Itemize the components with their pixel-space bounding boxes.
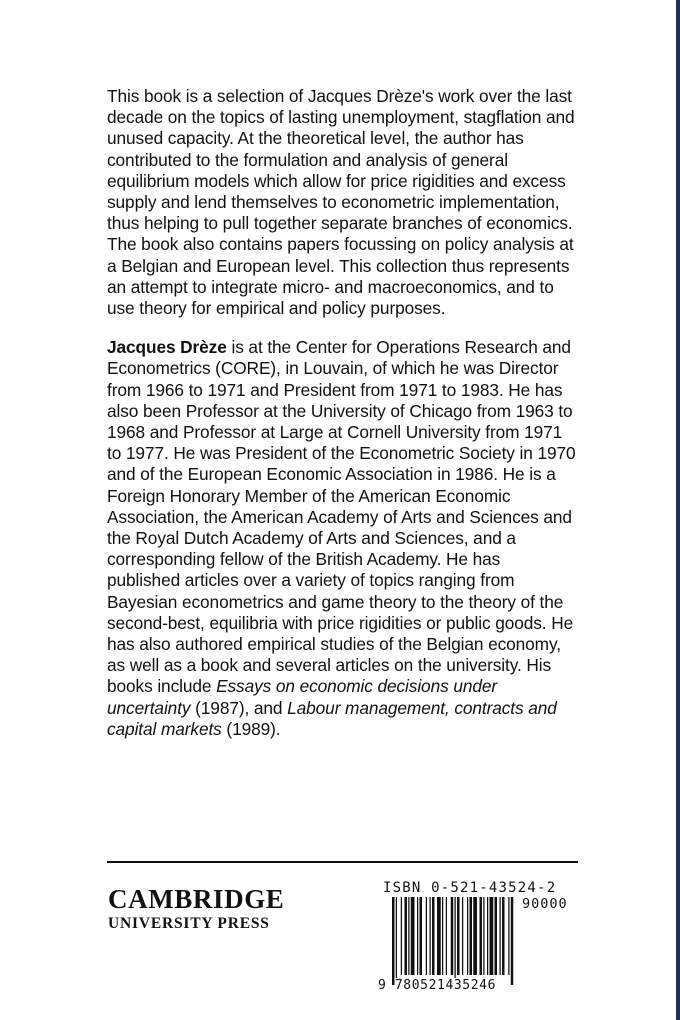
- barcode-bar: [437, 897, 441, 975]
- author-bio-ending: (1989).: [221, 718, 281, 739]
- barcode-bar: [426, 897, 427, 975]
- ean-right: 435246: [445, 978, 496, 993]
- barcode-bar: [470, 897, 473, 975]
- barcode-bar: [467, 897, 468, 975]
- publisher-subtitle: UNIVERSITY PRESS: [108, 915, 270, 932]
- barcode-bar: [511, 897, 514, 985]
- barcode-addon: 90000: [522, 896, 568, 912]
- publisher-name: CAMBRIDGE: [108, 884, 285, 914]
- barcode-bar: [411, 897, 415, 975]
- barcode-bar: [495, 897, 498, 975]
- spine-edge: [676, 0, 680, 1020]
- ean-prefix: 9: [378, 978, 387, 993]
- barcode-bar: [396, 897, 397, 985]
- barcode-bar: [392, 897, 395, 985]
- barcode-bar: [420, 897, 423, 975]
- publisher-logo: [108, 885, 284, 933]
- barcode-bar: [446, 897, 447, 975]
- barcode-bar: [508, 897, 509, 975]
- barcode-bar: [417, 897, 418, 975]
- author-bio-paragraph: [107, 337, 577, 740]
- author-name: Jacques Drèze: [107, 337, 227, 358]
- ean-left: 780521: [394, 978, 446, 993]
- barcode-bar: [500, 897, 501, 975]
- author-bio-between: (1987), and: [190, 697, 288, 718]
- barcode-bar: [502, 897, 505, 975]
- barcode-bar: [401, 897, 402, 975]
- barcode-bar: [408, 897, 409, 975]
- ean-digits: [378, 978, 496, 993]
- barcode-bar: [432, 897, 435, 975]
- barcode-bar: [442, 897, 443, 975]
- divider-rule: [107, 861, 578, 863]
- book-title-1: Essays on economic decisions under uncertainty: [107, 676, 498, 718]
- barcode-bar: [405, 897, 408, 975]
- barcode-bar: [487, 897, 488, 975]
- back-cover-text: [107, 86, 577, 740]
- barcode-bar: [483, 897, 484, 975]
- author-bio-text: is at the Center for Operations Research and Econometrics (CORE), in Louvain, of which he was Director from 1966 to 1971 and President from 1971 to 1983. He has also been Professor at the University of Chicago from 1963 to 1968 and Professor at Large at Cornell University from 1971 to 1977. He was President of the Econometric Society in 1970 and of the European Economic Association in 1986. He is a Foreign Honorary Member of the American Economic Association, the American Academy of Arts and Sciences and the Royal Dutch Academy of Arts and Sciences, and a corresponding fellow of the British Academy. He has published articles over a variety of topics ranging from Bayesian econometrics and game theory to the theory of the second-best, equilibria with price rigidities or public goods. He has also authored empirical studies of the Belgian economy, as well as a book and several articles on the university. His books include: [107, 337, 576, 697]
- barcode-bar: [451, 897, 454, 975]
- barcode-bar: [490, 897, 494, 975]
- barcode-bar: [457, 897, 460, 975]
- isbn-label: ISBN 0-521-43524-2: [383, 880, 557, 896]
- barcode-bar: [430, 897, 431, 975]
- barcode-bar: [480, 897, 483, 975]
- barcode-bar: [462, 897, 463, 975]
- barcode-bar: [473, 897, 477, 975]
- description-paragraph: This book is a selection of Jacques Drèze's work over the last decade on the topics of lasting unemployment, stagflation and unused capacity. At the theoretical level, the author has contributed to the formulation and analysis of general equilibrium models which allow for price rigidities and excess supply and lend themselves to econometric implementation, thus helping to pull together separate branches of economics. The book also contains papers focussing on policy analysis at a Belgian and European level. This collection thus represents an attempt to integrate micro- and macroeconomics, and to use theory for empirical and policy purposes.: [107, 86, 575, 319]
- book-title-2: Labour management, contracts and capital markets: [107, 697, 557, 739]
- barcode-bar: [455, 897, 456, 985]
